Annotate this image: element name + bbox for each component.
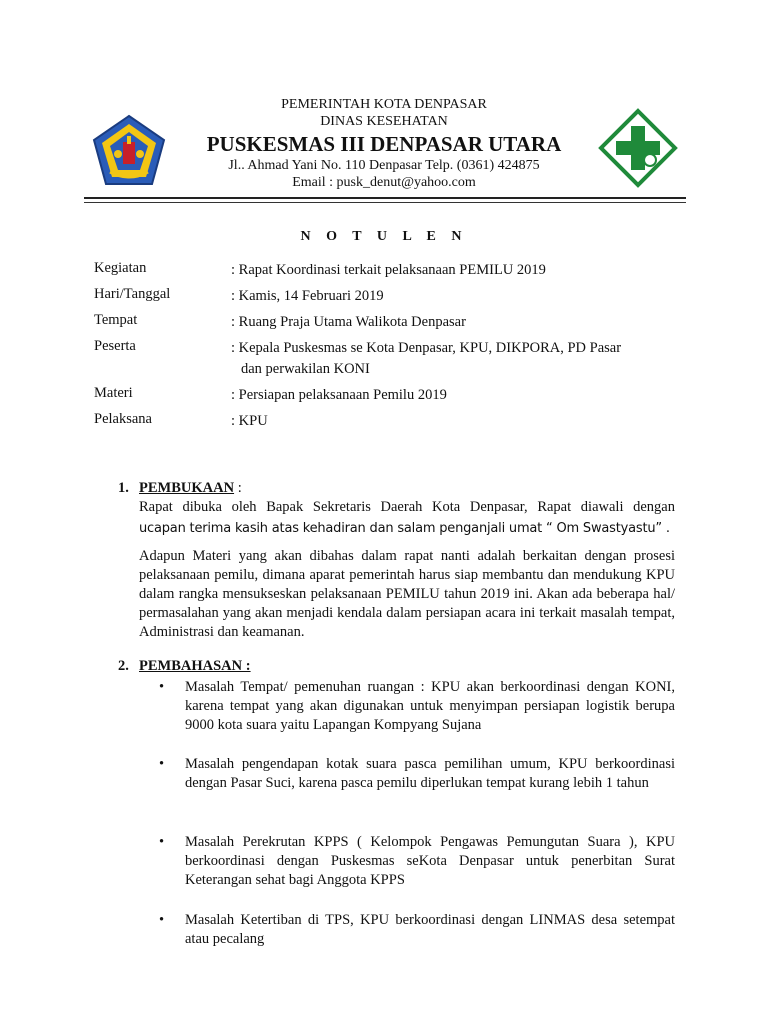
section-number: 1. (118, 480, 129, 496)
info-value: : KPU (231, 413, 268, 429)
discussion-list (139, 755, 675, 793)
opening-paragraph (139, 498, 675, 538)
list-item (139, 911, 675, 949)
materials-paragraph: Adapun Materi yang akan dibahas dalam rapat nanti adalah berkaitan dengan prosesi pelaksanaan pemilu, dimana aparat pemerintah harus siap membantu dan mendukung KPU dalam rangka mensukseskan pelaksanaan PEMILU tahun 2019 ini. Akan ada beberapa hal/ permasalahan yang akan menjadi kendala dalam persiapan acara ini terkait masalah tempat, Administrasi dan keamanan. (139, 548, 675, 640)
info-row (94, 338, 694, 385)
info-label: Materi (94, 385, 133, 401)
discussion-list (139, 678, 675, 735)
opening-line2: ucapan terima kasih atas kehadiran dan salam penganjali umat “ Om Swastyastu” . (139, 521, 670, 536)
section-colon: : (234, 480, 242, 496)
letterhead-address: Jl.. Ahmad Yani No. 110 Denpasar Telp. (0361) 424875 (228, 158, 540, 173)
info-value: : Kamis, 14 Februari 2019 (231, 288, 384, 304)
discussion-list (139, 911, 675, 949)
info-value-line2: dan perwakilan KONI (241, 361, 370, 377)
bullet-icon: • (159, 756, 165, 772)
info-row (94, 312, 694, 338)
list-item (139, 678, 675, 735)
section-pembahasan-heading (118, 658, 251, 675)
section-title: PEMBUKAAN (139, 480, 235, 496)
list-item-text: Masalah Ketertiban di TPS, KPU berkoordinasi dengan LINMAS desa setempat atau pecalang (185, 912, 675, 947)
info-value: : Ruang Praja Utama Walikota Denpasar (231, 314, 466, 330)
info-row (94, 260, 694, 286)
letterhead (0, 96, 768, 191)
letterhead-government: PEMERINTAH KOTA DENPASAR (281, 97, 487, 112)
list-item (139, 755, 675, 793)
info-label: Tempat (94, 312, 138, 328)
section-number: 2. (118, 658, 129, 674)
list-item-text: Masalah Perekrutan KPPS ( Kelompok Pengawas Pemungutan Suara ), KPU berkoordinasi dengan Puskesmas seKota Denpasar untuk penerbitan Surat Keterangan sehat bagi Anggota KPPS (185, 834, 675, 888)
bullet-icon: • (159, 912, 165, 928)
letterhead-department: DINAS KESEHATAN (320, 114, 448, 129)
info-row (94, 411, 694, 437)
section-pembukaan-heading (118, 480, 242, 497)
meeting-info (94, 260, 694, 437)
document-title: N O T U L E N (300, 229, 468, 244)
opening-line1: Rapat dibuka oleh Bapak Sekretaris Daerah Kota Denpasar, Rapat diawali dengan (139, 499, 675, 515)
info-value: : Persiapan pelaksanaan Pemilu 2019 (231, 387, 447, 403)
bullet-icon: • (159, 834, 165, 850)
header-divider-thick (84, 197, 686, 199)
letterhead-institution: PUSKESMAS III DENPASAR UTARA (206, 132, 562, 156)
info-label: Pelaksana (94, 411, 152, 427)
list-item-text: Masalah pengendapan kotak suara pasca pemilihan umum, KPU berkoordinasi dengan Pasar Suci, karena pasca pemilu diperlukan tempat kurang lebih 1 tahun (185, 756, 675, 791)
info-label: Peserta (94, 338, 136, 354)
header-divider-thin (84, 202, 686, 203)
list-item (139, 833, 675, 890)
info-label: Hari/Tanggal (94, 286, 171, 302)
letterhead-email: Email : pusk_denut@yahoo.com (292, 175, 476, 190)
discussion-list (139, 833, 675, 890)
info-value: : Rapat Koordinasi terkait pelaksanaan PEMILU 2019 (231, 262, 546, 278)
info-row (94, 286, 694, 312)
info-value-line1: : Kepala Puskesmas se Kota Denpasar, KPU, DIKPORA, PD Pasar (231, 340, 622, 356)
bullet-icon: • (159, 679, 165, 695)
info-row (94, 385, 694, 411)
info-label: Kegiatan (94, 260, 147, 276)
section-title: PEMBAHASAN : (139, 658, 251, 674)
info-value (231, 338, 691, 380)
list-item-text: Masalah Tempat/ pemenuhan ruangan : KPU akan berkoordinasi dengan KONI, karena tempat yang akan digunakan untuk menyimpan persiapan logistik berupa 9000 kota suara yaitu Lapangan Kompyang Sujana (185, 679, 675, 733)
